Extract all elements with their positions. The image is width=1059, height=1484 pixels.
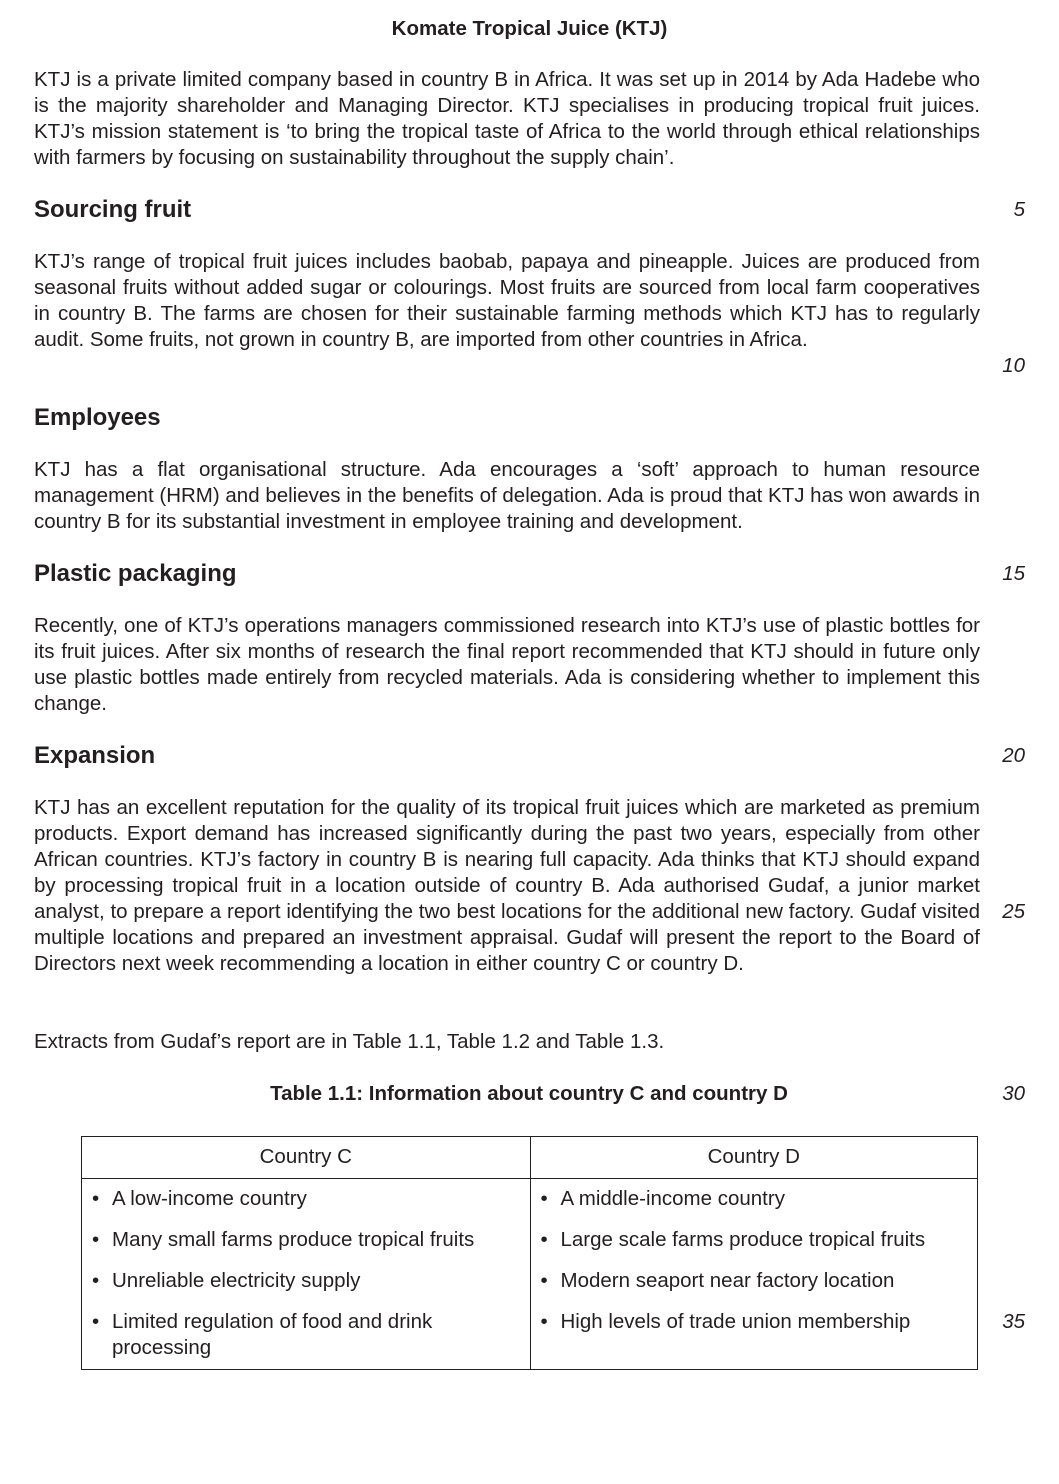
country-c-column xyxy=(82,1137,530,1369)
line-number: 10 xyxy=(1002,354,1025,377)
line-number: 15 xyxy=(1002,562,1025,585)
page-title: Komate Tropical Juice (KTJ) xyxy=(391,17,668,40)
table-caption: Table 1.1: Information about country C and country D xyxy=(270,1082,788,1105)
extracts-note: Extracts from Gudaf’s report are in Table 1.1, Table 1.2 and Table 1.3. xyxy=(34,1030,665,1053)
list-item: • High levels of trade union membership xyxy=(531,1309,978,1335)
paragraph-employees: KTJ has a flat organisational structure. Ada encourages a ‘soft’ approach to human resource management (HRM) and believes in the benefits of delegation. Ada is proud that KTJ has won awards in country B for its substantial investment in employee training and development. xyxy=(34,458,980,533)
country-d-header: Country D xyxy=(531,1137,978,1179)
heading-sourcing-fruit: Sourcing fruit xyxy=(34,196,192,223)
line-number: 30 xyxy=(1002,1082,1025,1105)
country-c-header: Country C xyxy=(82,1137,530,1179)
paragraph-expansion: KTJ has an excellent reputation for the quality of its tropical fruit juices which are marketed as premium products. Export demand has increased significantly during the past two years, especially from other African countries. KTJ’s factory in country B is nearing full capacity. Ada thinks that KTJ should expand by processing tropical fruit in a location outside of country B. Ada authorised Gudaf, a junior market analyst, to prepare a report identifying the two best locations for the additional new factory. Gudaf visited multiple locations and prepared an investment appraisal. Gudaf will present the report to the Board of Directors next week recommending a location in either country C or country D. xyxy=(34,796,980,975)
list-item: • Unreliable electricity supply xyxy=(82,1268,530,1294)
heading-plastic-packaging: Plastic packaging xyxy=(34,560,237,587)
list-item: • A low-income country xyxy=(82,1186,530,1212)
intro-paragraph: KTJ is a private limited company based in country B in Africa. It was set up in 2014 by Ada Hadebe who is the majority shareholder and Managing Director. KTJ specialises in producing tropical fruit juices. KTJ’s mission statement is ‘to bring the tropical taste of Africa to the world through ethical relationships with farmers by focusing on sustainability throughout the supply chain’. xyxy=(34,68,980,169)
country-d-list xyxy=(531,1186,978,1335)
list-item: • Large scale farms produce tropical fruits xyxy=(531,1227,978,1253)
heading-expansion: Expansion xyxy=(34,742,156,769)
line-number: 35 xyxy=(1002,1310,1025,1333)
line-number: 20 xyxy=(1002,744,1025,767)
line-number: 5 xyxy=(1013,198,1025,221)
country-comparison-table xyxy=(81,1136,978,1370)
list-item: • Limited regulation of food and drink processing xyxy=(82,1309,530,1361)
paragraph-plastic-packaging: Recently, one of KTJ’s operations managers commissioned research into KTJ’s use of plastic bottles for its fruit juices. After six months of research the final report recommended that KTJ should in future only use plastic bottles made entirely from recycled materials. Ada is considering whether to implement this change. xyxy=(34,614,980,715)
paragraph-sourcing-fruit: KTJ’s range of tropical fruit juices includes baobab, papaya and pineapple. Juices are produced from seasonal fruits without added sugar or colourings. Most fruits are sourced from local farm cooperatives in country B. The farms are chosen for their sustainable farming methods which KTJ has to regularly audit. Some fruits, not grown in country B, are imported from other countries in Africa. xyxy=(34,250,980,351)
country-c-list xyxy=(82,1186,530,1361)
country-d-column xyxy=(530,1137,978,1369)
line-number: 25 xyxy=(1002,900,1025,923)
heading-employees: Employees xyxy=(34,404,161,431)
list-item: • A middle-income country xyxy=(531,1186,978,1212)
list-item: • Many small farms produce tropical fruits xyxy=(82,1227,530,1253)
list-item: • Modern seaport near factory location xyxy=(531,1268,978,1294)
